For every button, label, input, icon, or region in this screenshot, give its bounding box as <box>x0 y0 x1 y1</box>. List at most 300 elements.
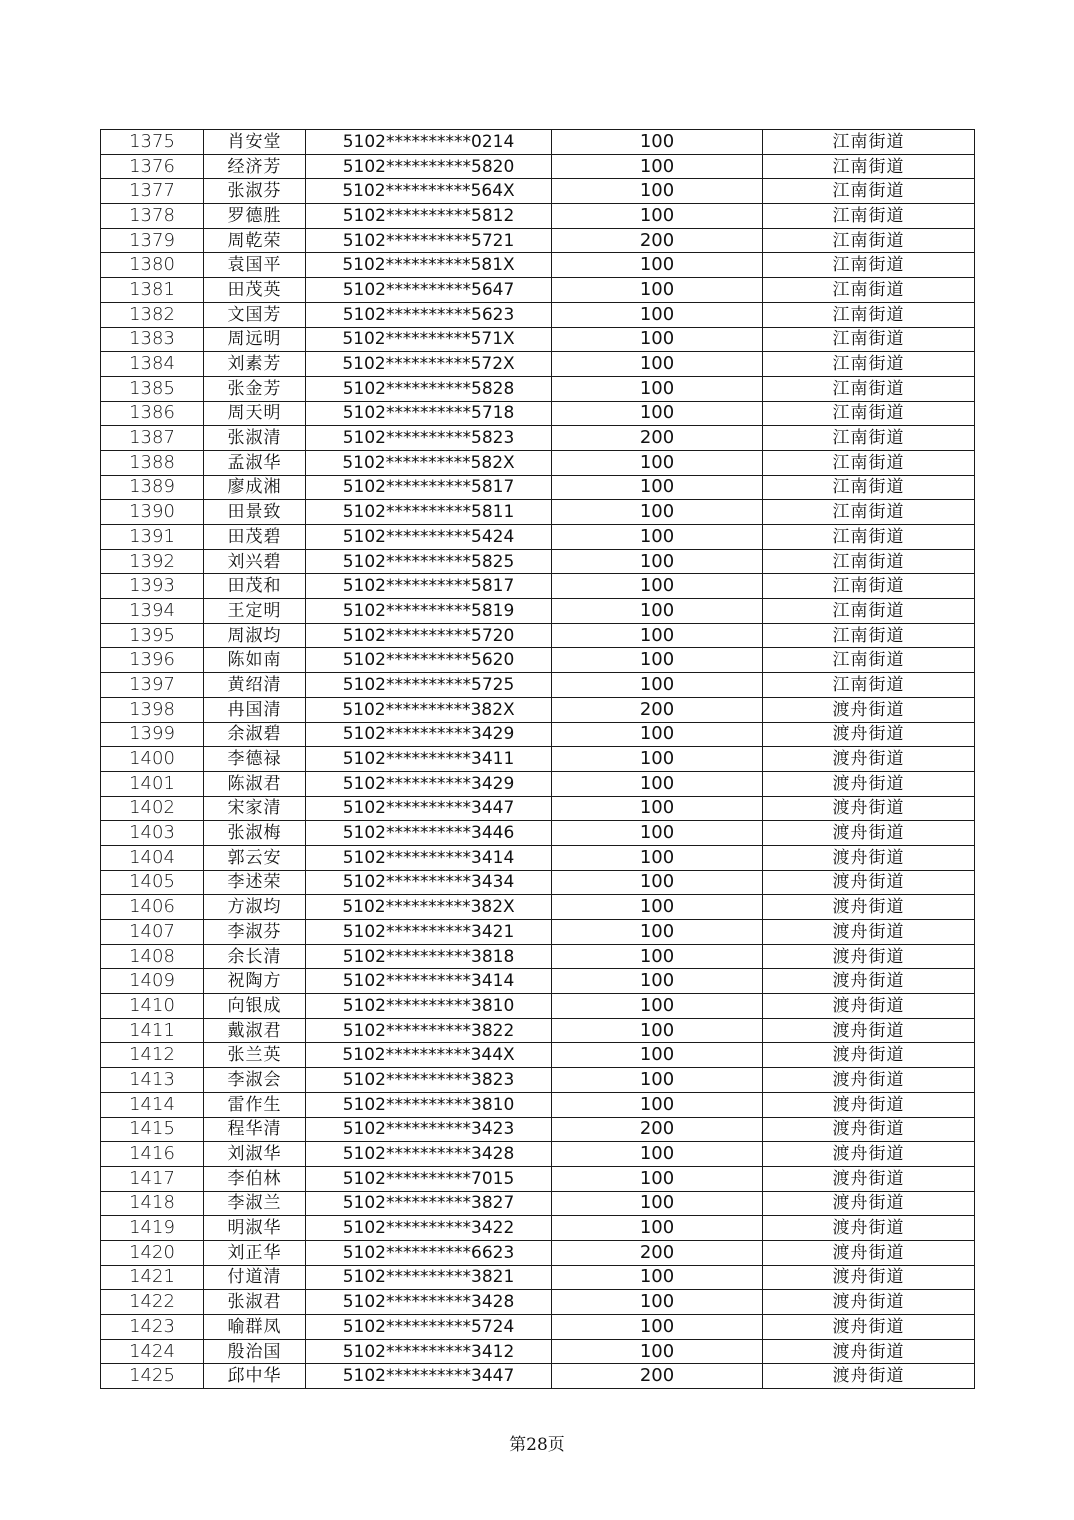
row-number-cell: 1397 <box>101 673 204 698</box>
street-name-cell: 江南街道 <box>763 327 975 352</box>
row-number-cell: 1401 <box>101 771 204 796</box>
person-name-cell: 明淑华 <box>204 1216 306 1241</box>
row-number-cell: 1377 <box>101 179 204 204</box>
person-name-cell: 陈如南 <box>204 648 306 673</box>
id-number-cell: 5102**********7015 <box>306 1166 552 1191</box>
person-name-cell: 邱中华 <box>204 1364 306 1389</box>
person-name-cell: 李淑会 <box>204 1068 306 1093</box>
person-name-cell: 李德禄 <box>204 747 306 772</box>
row-number-cell: 1399 <box>101 722 204 747</box>
row-number-cell: 1395 <box>101 623 204 648</box>
person-name-cell: 张金芳 <box>204 376 306 401</box>
person-name-cell: 雷作生 <box>204 1092 306 1117</box>
row-number-cell: 1410 <box>101 994 204 1019</box>
table-row <box>101 278 975 303</box>
street-name-cell: 渡舟街道 <box>763 821 975 846</box>
amount-cell: 100 <box>552 253 763 278</box>
person-name-cell: 经济芳 <box>204 154 306 179</box>
street-name-cell: 江南街道 <box>763 574 975 599</box>
amount-cell: 100 <box>552 994 763 1019</box>
id-number-cell: 5102**********3818 <box>306 944 552 969</box>
street-name-cell: 江南街道 <box>763 426 975 451</box>
table-row <box>101 969 975 994</box>
street-name-cell: 江南街道 <box>763 352 975 377</box>
person-name-cell: 肖安堂 <box>204 130 306 155</box>
id-number-cell: 5102**********5647 <box>306 278 552 303</box>
person-name-cell: 李伯林 <box>204 1166 306 1191</box>
table-row <box>101 500 975 525</box>
street-name-cell: 江南街道 <box>763 401 975 426</box>
id-number-cell: 5102**********5424 <box>306 525 552 550</box>
amount-cell: 100 <box>552 920 763 945</box>
amount-cell: 100 <box>552 525 763 550</box>
street-name-cell: 渡舟街道 <box>763 1240 975 1265</box>
beneficiary-table <box>100 129 975 1389</box>
person-name-cell: 冉国清 <box>204 697 306 722</box>
street-name-cell: 江南街道 <box>763 500 975 525</box>
id-number-cell: 5102**********582X <box>306 450 552 475</box>
street-name-cell: 江南街道 <box>763 154 975 179</box>
table-row <box>101 475 975 500</box>
row-number-cell: 1423 <box>101 1315 204 1340</box>
street-name-cell: 渡舟街道 <box>763 1117 975 1142</box>
street-name-cell: 渡舟街道 <box>763 920 975 945</box>
row-number-cell: 1420 <box>101 1240 204 1265</box>
amount-cell: 100 <box>552 475 763 500</box>
id-number-cell: 5102**********3446 <box>306 821 552 846</box>
amount-cell: 100 <box>552 1339 763 1364</box>
id-number-cell: 5102**********3821 <box>306 1265 552 1290</box>
id-number-cell: 5102**********5725 <box>306 673 552 698</box>
amount-cell: 100 <box>552 1265 763 1290</box>
person-name-cell: 周乾荣 <box>204 228 306 253</box>
table-row <box>101 648 975 673</box>
amount-cell: 100 <box>552 1216 763 1241</box>
person-name-cell: 张淑清 <box>204 426 306 451</box>
amount-cell: 100 <box>552 1092 763 1117</box>
id-number-cell: 5102**********3447 <box>306 1364 552 1389</box>
row-number-cell: 1424 <box>101 1339 204 1364</box>
row-number-cell: 1385 <box>101 376 204 401</box>
row-number-cell: 1406 <box>101 895 204 920</box>
amount-cell: 100 <box>552 845 763 870</box>
amount-cell: 100 <box>552 722 763 747</box>
street-name-cell: 江南街道 <box>763 278 975 303</box>
id-number-cell: 5102**********382X <box>306 697 552 722</box>
person-name-cell: 戴淑君 <box>204 1018 306 1043</box>
street-name-cell: 江南街道 <box>763 475 975 500</box>
row-number-cell: 1417 <box>101 1166 204 1191</box>
person-name-cell: 田茂碧 <box>204 525 306 550</box>
street-name-cell: 渡舟街道 <box>763 1191 975 1216</box>
id-number-cell: 5102**********5718 <box>306 401 552 426</box>
table-row <box>101 747 975 772</box>
row-number-cell: 1379 <box>101 228 204 253</box>
person-name-cell: 刘素芳 <box>204 352 306 377</box>
id-number-cell: 5102**********5811 <box>306 500 552 525</box>
table-row <box>101 401 975 426</box>
id-number-cell: 5102**********5823 <box>306 426 552 451</box>
amount-cell: 100 <box>552 574 763 599</box>
street-name-cell: 渡舟街道 <box>763 697 975 722</box>
table-row <box>101 673 975 698</box>
street-name-cell: 渡舟街道 <box>763 722 975 747</box>
id-number-cell: 5102**********382X <box>306 895 552 920</box>
street-name-cell: 江南街道 <box>763 450 975 475</box>
id-number-cell: 5102**********571X <box>306 327 552 352</box>
person-name-cell: 殷治国 <box>204 1339 306 1364</box>
street-name-cell: 渡舟街道 <box>763 1265 975 1290</box>
amount-cell: 100 <box>552 302 763 327</box>
table-row <box>101 253 975 278</box>
street-name-cell: 渡舟街道 <box>763 771 975 796</box>
id-number-cell: 5102**********572X <box>306 352 552 377</box>
person-name-cell: 黄绍清 <box>204 673 306 698</box>
amount-cell: 200 <box>552 697 763 722</box>
person-name-cell: 郭云安 <box>204 845 306 870</box>
id-number-cell: 5102**********3429 <box>306 771 552 796</box>
page-number: 第28页 <box>509 1435 565 1455</box>
amount-cell: 100 <box>552 401 763 426</box>
person-name-cell: 刘正华 <box>204 1240 306 1265</box>
id-number-cell: 5102**********5828 <box>306 376 552 401</box>
id-number-cell: 5102**********5721 <box>306 228 552 253</box>
table-row <box>101 327 975 352</box>
street-name-cell: 渡舟街道 <box>763 1043 975 1068</box>
amount-cell: 100 <box>552 352 763 377</box>
person-name-cell: 周天明 <box>204 401 306 426</box>
person-name-cell: 张兰英 <box>204 1043 306 1068</box>
amount-cell: 100 <box>552 1142 763 1167</box>
person-name-cell: 张淑梅 <box>204 821 306 846</box>
table-row <box>101 1265 975 1290</box>
street-name-cell: 渡舟街道 <box>763 870 975 895</box>
table-row <box>101 1216 975 1241</box>
id-number-cell: 5102**********0214 <box>306 130 552 155</box>
street-name-cell: 渡舟街道 <box>763 994 975 1019</box>
street-name-cell: 江南街道 <box>763 376 975 401</box>
table-row <box>101 302 975 327</box>
amount-cell: 200 <box>552 228 763 253</box>
amount-cell: 100 <box>552 154 763 179</box>
id-number-cell: 5102**********3810 <box>306 1092 552 1117</box>
table-row <box>101 599 975 624</box>
table-row <box>101 1240 975 1265</box>
row-number-cell: 1386 <box>101 401 204 426</box>
row-number-cell: 1425 <box>101 1364 204 1389</box>
table-row <box>101 204 975 229</box>
row-number-cell: 1402 <box>101 796 204 821</box>
table-row <box>101 771 975 796</box>
table-row <box>101 697 975 722</box>
row-number-cell: 1415 <box>101 1117 204 1142</box>
amount-cell: 100 <box>552 278 763 303</box>
person-name-cell: 刘兴碧 <box>204 549 306 574</box>
id-number-cell: 5102**********3447 <box>306 796 552 821</box>
table-row <box>101 154 975 179</box>
table-row <box>101 1339 975 1364</box>
person-name-cell: 周远明 <box>204 327 306 352</box>
row-number-cell: 1409 <box>101 969 204 994</box>
id-number-cell: 5102**********344X <box>306 1043 552 1068</box>
table-row <box>101 352 975 377</box>
amount-cell: 100 <box>552 944 763 969</box>
street-name-cell: 江南街道 <box>763 525 975 550</box>
amount-cell: 100 <box>552 1166 763 1191</box>
amount-cell: 100 <box>552 1290 763 1315</box>
table-row <box>101 796 975 821</box>
row-number-cell: 1381 <box>101 278 204 303</box>
id-number-cell: 5102**********3810 <box>306 994 552 1019</box>
amount-cell: 100 <box>552 179 763 204</box>
id-number-cell: 5102**********5623 <box>306 302 552 327</box>
street-name-cell: 渡舟街道 <box>763 1142 975 1167</box>
table-body <box>101 130 975 1389</box>
amount-cell: 100 <box>552 796 763 821</box>
id-number-cell: 5102**********5817 <box>306 574 552 599</box>
row-number-cell: 1376 <box>101 154 204 179</box>
table-row <box>101 1142 975 1167</box>
table-row <box>101 623 975 648</box>
amount-cell: 100 <box>552 870 763 895</box>
row-number-cell: 1375 <box>101 130 204 155</box>
id-number-cell: 5102**********5819 <box>306 599 552 624</box>
id-number-cell: 5102**********5825 <box>306 549 552 574</box>
amount-cell: 100 <box>552 1191 763 1216</box>
id-number-cell: 5102**********5817 <box>306 475 552 500</box>
id-number-cell: 5102**********3434 <box>306 870 552 895</box>
table-row <box>101 1166 975 1191</box>
id-number-cell: 5102**********3429 <box>306 722 552 747</box>
street-name-cell: 江南街道 <box>763 599 975 624</box>
street-name-cell: 渡舟街道 <box>763 1290 975 1315</box>
row-number-cell: 1393 <box>101 574 204 599</box>
amount-cell: 200 <box>552 1117 763 1142</box>
amount-cell: 100 <box>552 673 763 698</box>
id-number-cell: 5102**********5820 <box>306 154 552 179</box>
table-row <box>101 426 975 451</box>
person-name-cell: 张淑芬 <box>204 179 306 204</box>
table-row <box>101 1068 975 1093</box>
table-row <box>101 821 975 846</box>
amount-cell: 100 <box>552 648 763 673</box>
person-name-cell: 田景致 <box>204 500 306 525</box>
row-number-cell: 1380 <box>101 253 204 278</box>
person-name-cell: 程华清 <box>204 1117 306 1142</box>
row-number-cell: 1405 <box>101 870 204 895</box>
id-number-cell: 5102**********5724 <box>306 1315 552 1340</box>
amount-cell: 100 <box>552 549 763 574</box>
street-name-cell: 江南街道 <box>763 179 975 204</box>
row-number-cell: 1414 <box>101 1092 204 1117</box>
street-name-cell: 渡舟街道 <box>763 895 975 920</box>
person-name-cell: 孟淑华 <box>204 450 306 475</box>
table-row <box>101 1315 975 1340</box>
amount-cell: 100 <box>552 1068 763 1093</box>
person-name-cell: 王定明 <box>204 599 306 624</box>
row-number-cell: 1403 <box>101 821 204 846</box>
person-name-cell: 李淑芬 <box>204 920 306 945</box>
table-row <box>101 376 975 401</box>
table-row <box>101 525 975 550</box>
person-name-cell: 向银成 <box>204 994 306 1019</box>
row-number-cell: 1418 <box>101 1191 204 1216</box>
amount-cell: 100 <box>552 450 763 475</box>
street-name-cell: 江南街道 <box>763 302 975 327</box>
row-number-cell: 1416 <box>101 1142 204 1167</box>
id-number-cell: 5102**********5812 <box>306 204 552 229</box>
id-number-cell: 5102**********3827 <box>306 1191 552 1216</box>
person-name-cell: 祝陶方 <box>204 969 306 994</box>
person-name-cell: 张淑君 <box>204 1290 306 1315</box>
person-name-cell: 文国芳 <box>204 302 306 327</box>
amount-cell: 200 <box>552 1364 763 1389</box>
table-row <box>101 1092 975 1117</box>
table-row <box>101 1117 975 1142</box>
person-name-cell: 李淑兰 <box>204 1191 306 1216</box>
person-name-cell: 喻群凤 <box>204 1315 306 1340</box>
street-name-cell: 江南街道 <box>763 623 975 648</box>
row-number-cell: 1422 <box>101 1290 204 1315</box>
id-number-cell: 5102**********3422 <box>306 1216 552 1241</box>
amount-cell: 200 <box>552 426 763 451</box>
amount-cell: 100 <box>552 747 763 772</box>
amount-cell: 100 <box>552 327 763 352</box>
amount-cell: 100 <box>552 1043 763 1068</box>
row-number-cell: 1389 <box>101 475 204 500</box>
row-number-cell: 1384 <box>101 352 204 377</box>
id-number-cell: 5102**********3428 <box>306 1290 552 1315</box>
row-number-cell: 1387 <box>101 426 204 451</box>
person-name-cell: 刘淑华 <box>204 1142 306 1167</box>
table-row <box>101 994 975 1019</box>
row-number-cell: 1407 <box>101 920 204 945</box>
row-number-cell: 1388 <box>101 450 204 475</box>
amount-cell: 100 <box>552 969 763 994</box>
table-row <box>101 1043 975 1068</box>
amount-cell: 100 <box>552 130 763 155</box>
id-number-cell: 5102**********3822 <box>306 1018 552 1043</box>
id-number-cell: 5102**********5620 <box>306 648 552 673</box>
table-row <box>101 870 975 895</box>
person-name-cell: 陈淑君 <box>204 771 306 796</box>
table-row <box>101 574 975 599</box>
table-row <box>101 895 975 920</box>
amount-cell: 100 <box>552 376 763 401</box>
row-number-cell: 1413 <box>101 1068 204 1093</box>
amount-cell: 100 <box>552 895 763 920</box>
street-name-cell: 江南街道 <box>763 228 975 253</box>
table-row <box>101 130 975 155</box>
id-number-cell: 5102**********564X <box>306 179 552 204</box>
row-number-cell: 1398 <box>101 697 204 722</box>
person-name-cell: 付道清 <box>204 1265 306 1290</box>
row-number-cell: 1412 <box>101 1043 204 1068</box>
person-name-cell: 余长清 <box>204 944 306 969</box>
amount-cell: 100 <box>552 623 763 648</box>
row-number-cell: 1411 <box>101 1018 204 1043</box>
table-row <box>101 1290 975 1315</box>
amount-cell: 100 <box>552 821 763 846</box>
row-number-cell: 1400 <box>101 747 204 772</box>
table-row <box>101 450 975 475</box>
person-name-cell: 罗德胜 <box>204 204 306 229</box>
id-number-cell: 5102**********3423 <box>306 1117 552 1142</box>
amount-cell: 100 <box>552 500 763 525</box>
table-row <box>101 944 975 969</box>
row-number-cell: 1391 <box>101 525 204 550</box>
person-name-cell: 周淑均 <box>204 623 306 648</box>
person-name-cell: 廖成湘 <box>204 475 306 500</box>
id-number-cell: 5102**********3414 <box>306 845 552 870</box>
id-number-cell: 5102**********3412 <box>306 1339 552 1364</box>
table-row <box>101 845 975 870</box>
table-row <box>101 1191 975 1216</box>
table-row <box>101 722 975 747</box>
street-name-cell: 江南街道 <box>763 648 975 673</box>
row-number-cell: 1378 <box>101 204 204 229</box>
street-name-cell: 渡舟街道 <box>763 1339 975 1364</box>
id-number-cell: 5102**********3411 <box>306 747 552 772</box>
street-name-cell: 渡舟街道 <box>763 1315 975 1340</box>
id-number-cell: 5102**********6623 <box>306 1240 552 1265</box>
street-name-cell: 渡舟街道 <box>763 1166 975 1191</box>
street-name-cell: 渡舟街道 <box>763 969 975 994</box>
street-name-cell: 渡舟街道 <box>763 1216 975 1241</box>
row-number-cell: 1383 <box>101 327 204 352</box>
table-row <box>101 228 975 253</box>
person-name-cell: 余淑碧 <box>204 722 306 747</box>
amount-cell: 100 <box>552 1315 763 1340</box>
table-row <box>101 549 975 574</box>
table-row <box>101 179 975 204</box>
row-number-cell: 1421 <box>101 1265 204 1290</box>
row-number-cell: 1390 <box>101 500 204 525</box>
amount-cell: 100 <box>552 599 763 624</box>
street-name-cell: 渡舟街道 <box>763 1018 975 1043</box>
street-name-cell: 江南街道 <box>763 549 975 574</box>
street-name-cell: 渡舟街道 <box>763 1364 975 1389</box>
street-name-cell: 渡舟街道 <box>763 1068 975 1093</box>
person-name-cell: 宋家清 <box>204 796 306 821</box>
person-name-cell: 田茂和 <box>204 574 306 599</box>
street-name-cell: 江南街道 <box>763 130 975 155</box>
row-number-cell: 1394 <box>101 599 204 624</box>
street-name-cell: 江南街道 <box>763 673 975 698</box>
amount-cell: 100 <box>552 1018 763 1043</box>
row-number-cell: 1396 <box>101 648 204 673</box>
row-number-cell: 1382 <box>101 302 204 327</box>
street-name-cell: 渡舟街道 <box>763 796 975 821</box>
street-name-cell: 渡舟街道 <box>763 845 975 870</box>
id-number-cell: 5102**********5720 <box>306 623 552 648</box>
amount-cell: 200 <box>552 1240 763 1265</box>
amount-cell: 100 <box>552 771 763 796</box>
id-number-cell: 5102**********3421 <box>306 920 552 945</box>
street-name-cell: 江南街道 <box>763 253 975 278</box>
person-name-cell: 袁国平 <box>204 253 306 278</box>
amount-cell: 100 <box>552 204 763 229</box>
row-number-cell: 1404 <box>101 845 204 870</box>
table-row <box>101 1018 975 1043</box>
id-number-cell: 5102**********3823 <box>306 1068 552 1093</box>
street-name-cell: 渡舟街道 <box>763 747 975 772</box>
person-name-cell: 方淑均 <box>204 895 306 920</box>
person-name-cell: 田茂英 <box>204 278 306 303</box>
row-number-cell: 1408 <box>101 944 204 969</box>
id-number-cell: 5102**********3428 <box>306 1142 552 1167</box>
row-number-cell: 1419 <box>101 1216 204 1241</box>
